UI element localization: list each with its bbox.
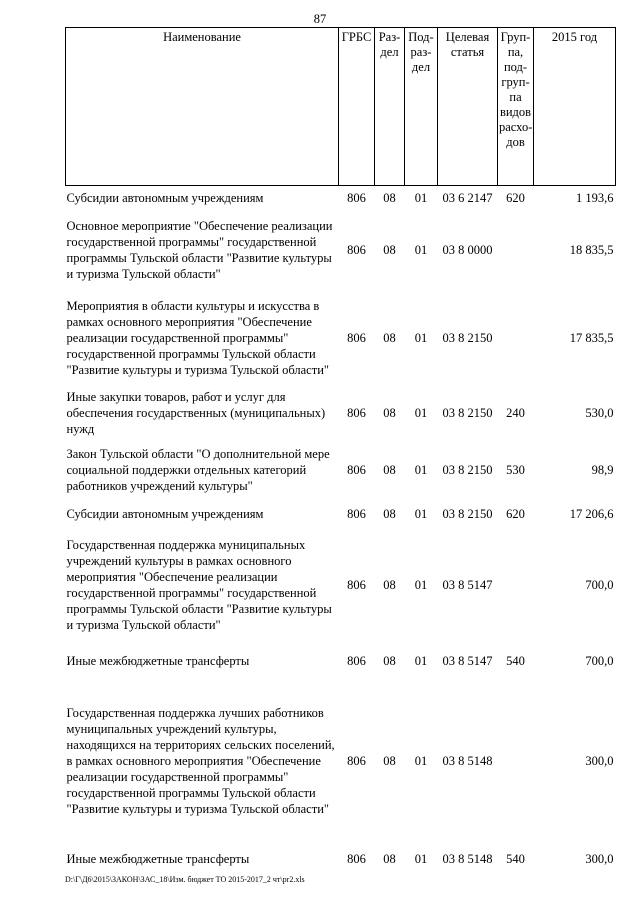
row-podrazdel: 01 [414,753,428,768]
row-grbs: 806 [347,506,366,521]
row-podrazdel: 01 [414,577,428,592]
table-row [66,210,616,290]
row-amount: 530,0 [585,406,614,420]
row-name: Закон Тульской области "О дополнительной мере социальной поддержки отдельных категорий работников учреждений культуры" [66,446,330,493]
row-amount: 17 835,5 [569,330,614,345]
row-group [498,681,534,841]
row-podrazdel: 01 [414,406,428,420]
row-grbs: 806 [347,851,366,866]
row-target: 03 8 5147 [442,577,493,592]
row-name: Иные межбюджетные трансферты [66,851,250,866]
row-grbs: 806 [347,330,366,345]
row-podrazdel: 01 [414,653,428,668]
row-group: 540 [506,851,525,866]
row-razdel: 08 [383,242,396,257]
row-group: 530 [506,462,525,477]
file-path-footer: D:\Г\Д6\2015\ЗАКОН\ЗАС_18\Изм. бюджет ТО 2015-2017_2 чт\pr2.xls [65,875,305,884]
row-razdel: 08 [383,462,396,477]
row-podrazdel: 01 [414,330,428,345]
row-target: 03 8 2150 [442,462,493,477]
row-podrazdel: 01 [414,506,428,521]
row-razdel: 08 [383,653,396,668]
row-group: 540 [506,653,525,668]
table-row [66,386,616,441]
table-row [66,641,616,681]
table-body [66,186,616,877]
row-razdel: 08 [383,330,396,345]
row-group [498,290,534,386]
row-grbs: 806 [347,653,366,668]
row-name: Субсидии автономным учреждениям [66,190,264,205]
header-grbs: ГРБС [339,28,375,186]
row-razdel: 08 [383,577,396,592]
row-grbs: 806 [347,753,366,768]
row-name: Государственная поддержка муниципальных учреждений культуры в рамках основного мероприятия "Обеспечение реализации государственной программы" государственной программы Тульской области "Развитие культуры и туризма Тульской области" [66,537,332,632]
row-target: 03 8 5148 [442,851,493,866]
row-grbs: 806 [347,190,366,205]
row-podrazdel: 01 [414,190,428,205]
row-name: Иные межбюджетные трансферты [66,653,250,668]
row-target: 03 8 2150 [442,330,493,345]
row-amount: 1 193,6 [576,190,614,205]
row-target: 03 8 0000 [442,242,493,257]
row-razdel: 08 [383,753,396,768]
row-podrazdel: 01 [414,462,428,477]
row-grbs: 806 [347,242,366,257]
row-razdel: 08 [383,406,396,420]
row-name: Иные закупки товаров, работ и услуг для обеспечения государственных (муниципальных) нужд [66,390,326,436]
row-razdel: 08 [383,851,396,866]
row-group: 240 [506,406,525,420]
row-podrazdel: 01 [414,851,428,866]
header-razdel: Раз- дел [375,28,405,186]
row-razdel: 08 [383,190,396,205]
row-group: 620 [506,506,525,521]
row-group [498,529,534,641]
row-amount: 700,0 [585,577,614,592]
header-podrazdel: Под- раз- дел [405,28,438,186]
row-name: Основное мероприятие "Обеспечение реализации государственной программы" государственной программы Тульской области "Развитие культуры и туризма Тульской области" [66,218,333,281]
row-grbs: 806 [347,406,366,420]
table-row [66,499,616,529]
row-target: 03 8 5148 [442,753,493,768]
header-amount: 2015 год [534,28,616,186]
table-row [66,441,616,499]
row-razdel: 08 [383,506,396,521]
header-name: Наименование [66,28,339,186]
row-target: 03 8 2150 [442,506,493,521]
row-podrazdel: 01 [414,242,428,257]
row-group: 620 [506,190,525,205]
table-row [66,529,616,641]
table-row [66,681,616,841]
row-amount: 17 206,6 [569,506,614,521]
row-target: 03 6 2147 [442,190,493,205]
table-row [66,186,616,210]
row-amount: 18 835,5 [569,242,614,257]
row-amount: 98,9 [591,462,614,477]
row-group [498,210,534,290]
row-amount: 700,0 [585,653,614,668]
row-amount: 300,0 [585,753,614,768]
row-grbs: 806 [347,577,366,592]
table-row [66,841,616,877]
table-header [66,28,616,186]
table-row [66,290,616,386]
header-group: Груп- па, под- груп- па видов расхо- дов [498,28,534,186]
budget-table [65,27,616,877]
row-target: 03 8 5147 [442,653,493,668]
row-target: 03 8 2150 [442,406,493,420]
row-name: Субсидии автономным учреждениям [66,506,264,521]
row-grbs: 806 [347,462,366,477]
row-amount: 300,0 [585,851,614,866]
row-name: Мероприятия в области культуры и искусства в рамках основного мероприятия "Обеспечение реализации государственной программы" государственной программы Тульской области "Развитие культуры и туризма Тульской области" [66,298,329,377]
page-number: 87 [313,12,327,26]
row-name: Государственная поддержка лучших работников муниципальных учреждений культуры, находящихся на территориях сельских поселений, в рамках основного мероприятия "Обеспечение реализации государственной программы" государственной программы Тульской области "Развитие культуры и туризма Тульской области" [66,705,335,816]
header-target: Целевая статья [438,28,498,186]
